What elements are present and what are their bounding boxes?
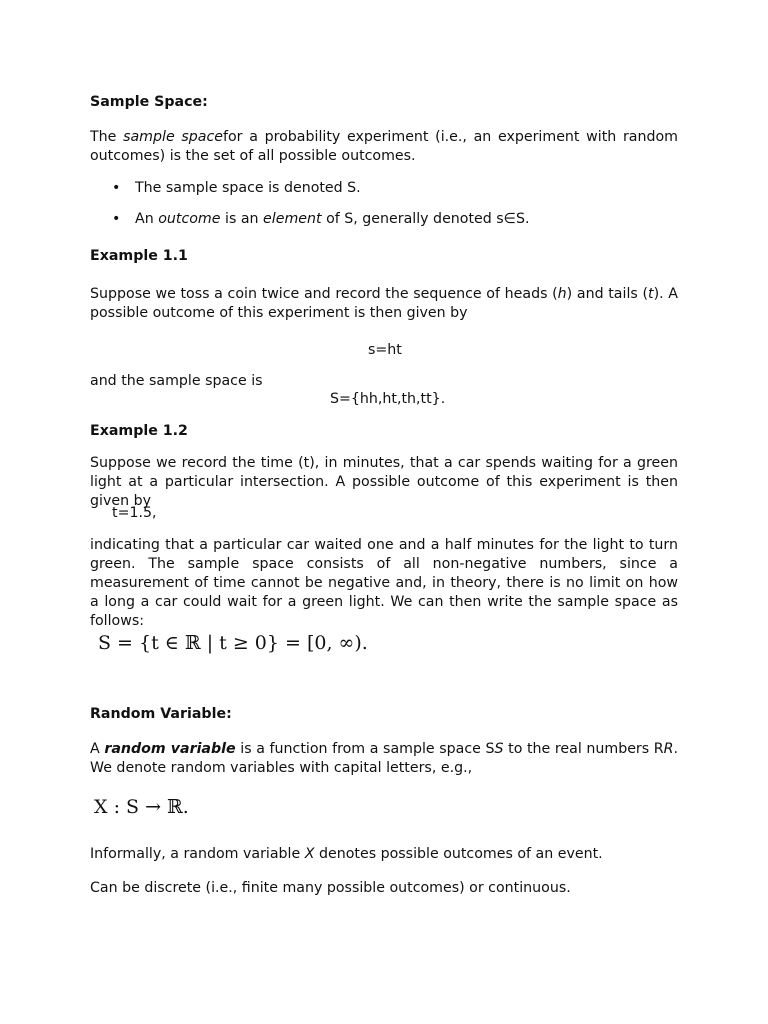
bullet-icon: • [112, 211, 121, 227]
term-sample-space: sample space [123, 129, 223, 145]
formula-sample-space-interval: S = {t ∈ ℝ | t ≥ 0} = [0, ∞). [98, 632, 368, 654]
heading-example-1-1: Example 1.1 [90, 248, 188, 264]
heading-random-variable: Random Variable: [90, 706, 232, 722]
paragraph-sample-space-intro: The sample spacefor a probability experiment (i.e., an experiment with random outcomes) is the set of all possible outcomes. [90, 129, 678, 164]
paragraph-example-1-1: Suppose we toss a coin twice and record the sequence of heads (h) and tails (t). A possible outcome of this experiment is then given by [90, 286, 678, 321]
term-outcome: outcome [158, 211, 221, 227]
bullet-item-outcome: • An outcome is an element of S, generally denoted s∈S. [112, 211, 530, 227]
bullet-item-denoted: • The sample space is denoted S. [112, 180, 361, 196]
paragraph-discrete-or-continuous: Can be discrete (i.e., finite many possible outcomes) or continuous. [90, 880, 571, 896]
paragraph-sample-space-time: indicating that a particular car waited one and a half minutes for the light to turn green. The sample space consists of all non-negative numbers, since a measurement of time cannot be negative and, in theory, there is no limit on how a long a car could wait for a green light. We can then write the sample space as follows: [90, 537, 678, 629]
paragraph-example-1-2: Suppose we record the time (t), in minutes, that a car spends waiting for a green light at a particular intersection. A possible outcome of this experiment is then given by [90, 455, 678, 509]
document-page: Sample Space: The sample spacefor a probability experiment (i.e., an experiment with random outcomes) is the set of all possible outcomes. • The sample space is denoted S. • An outcome is an element of S, generally denoted s∈S. Example 1.1 Suppose we toss a coin twice and record the sequence of heads (h) and tails (t). A possible outcome of this experiment is then given by s=ht and the sample space is S={hh,ht,th,tt}. Example 1.2 Suppose we record the time (t), in minutes, that a car spends waiting for a green light at a particular intersection. A possible outcome of this experiment is then given by t=1.5, indicating that a particular car waited one and a half minutes for the light to turn green. The sample space consists of all non-negative numbers, since a measurement of time cannot be negative and, in theory, there is no limit on how a long a car could wait for a green light. We can then write the sample space as follows: S = {t ∈ ℝ | t ≥ 0} = [0, ∞). Random Variable: A random variable is a function from a sample space SS to the real numbers RR. We denote random variables with capital letters, e.g., X : S → ℝ. Informally, a random variable X denotes possible outcomes of an event. Can be discrete (i.e., finite many possible outcomes) or continuous. [90, 0, 678, 1024]
formula-random-variable-mapping: X : S → ℝ. [94, 796, 189, 818]
paragraph-sample-space-is: and the sample space is [90, 373, 263, 389]
paragraph-random-variable-informal: Informally, a random variable X denotes possible outcomes of an event. [90, 846, 603, 862]
bullet-icon: • [112, 180, 121, 196]
term-element: element [263, 211, 322, 227]
heading-sample-space: Sample Space: [90, 94, 208, 110]
paragraph-random-variable-definition: A random variable is a function from a sample space SS to the real numbers RR. We denote random variables with capital letters, e.g., [90, 741, 679, 776]
term-random-variable: random variable [104, 741, 236, 757]
heading-example-1-2: Example 1.2 [90, 423, 188, 439]
